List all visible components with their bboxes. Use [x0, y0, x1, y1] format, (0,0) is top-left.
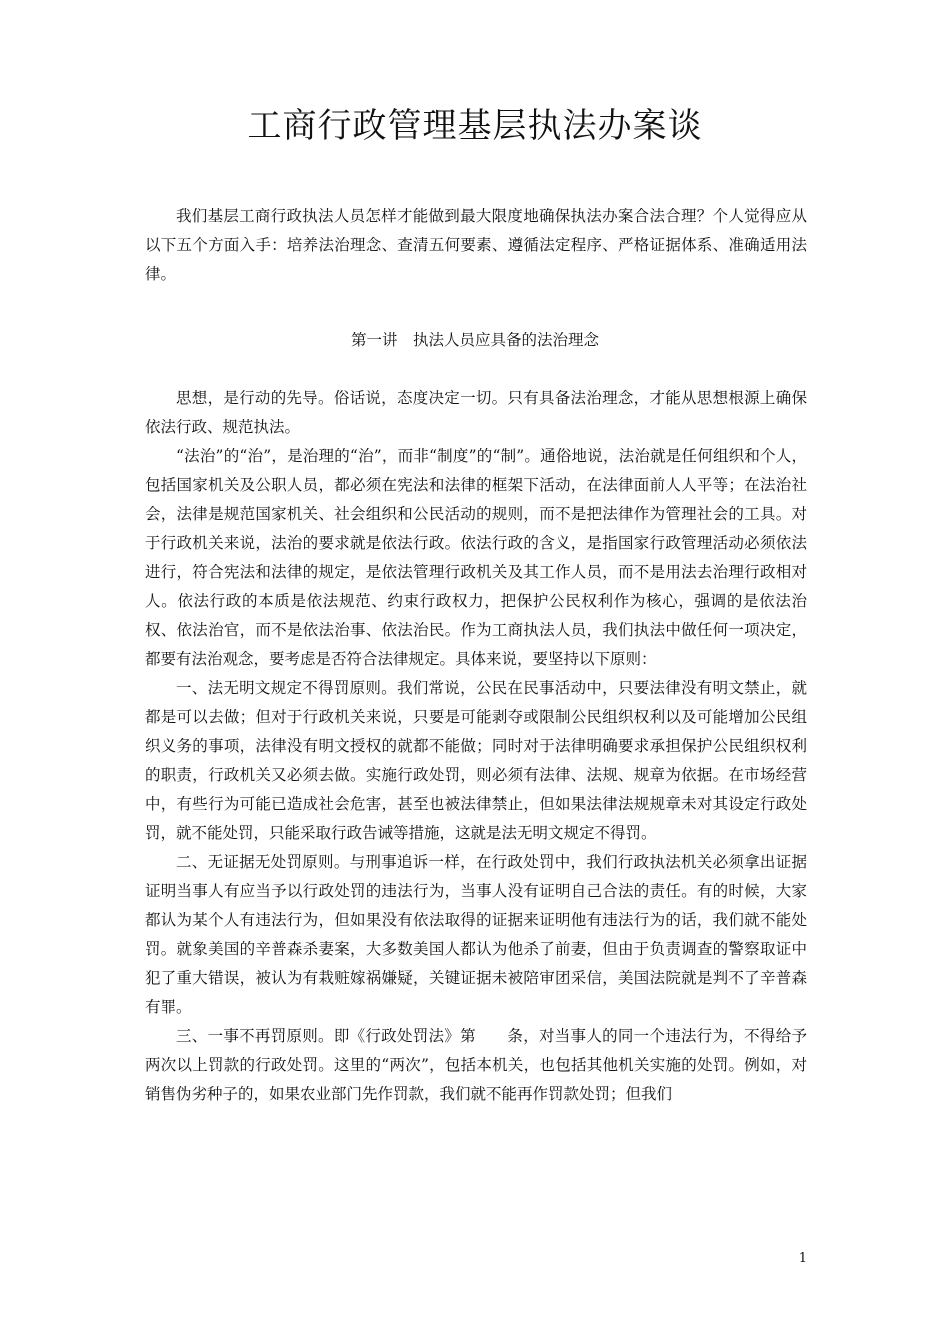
paragraph-principle-3: 三、一事不再罚原则。即《行政处罚法》第 条，对当事人的同一个违法行为，不得给予两次以上罚款的行政处罚。这里的“两次”，包括本机关，也包括其他机关实施的处罚。例如，对销售伪劣种子的，如果农业部门先作罚款，我们就不能再作罚款处罚；但我们	[145, 1027, 807, 1103]
paragraph-rule-of-law: “法治”的“治”，是治理的“治”，而非“制度”的“制”。通俗地说，法治就是任何组织和个人，包括国家机关及公职人员，都必须在宪法和法律的框架下活动，在法律面前人人平等；在法治社会，法律是规范国家机关、社会组织和公民活动的规则，而不是把法律作为管理社会的工具。对于行政机关来说，法治的要求就是依法行政。依法行政的含义，是指国家行政管理活动必须依法进行，符合宪法和法律的规定，是依法管理行政机关及其工作人员，而不是用法去治理行政相对人。依法行政的本质是依法规范、约束行政权力，把保护公民权利作为核心，强调的是依法治权、依法治官，而不是依法治事、依法治民。作为工商执法人员，我们执法中做任何一项决定，都要有法治观念，要考虑是否符合法律规定。具体来说，要坚持以下原则：	[145, 447, 807, 668]
page-number: 1	[798, 1251, 807, 1266]
intro-paragraph: 我们基层工商行政执法人员怎样才能做到最大限度地确保执法办案合法合理？个人觉得应从以下五个方面入手：培养法治理念、查清五何要素、遵循法定程序、严格证据体系、准确适用法律。	[145, 207, 807, 283]
document-title: 工商行政管理基层执法办案谈	[247, 106, 703, 146]
section-heading: 第一讲 执法人员应具备的法治理念	[350, 331, 599, 349]
body-section	[145, 384, 807, 1109]
paragraph-thought: 思想，是行动的先导。俗话说，态度决定一切。只有具备法治理念，才能从思想根源上确保依法行政、规范执法。	[145, 389, 807, 436]
intro-section	[145, 202, 807, 289]
paragraph-principle-1: 一、法无明文规定不得罚原则。我们常说，公民在民事活动中，只要法律没有明文禁止，就都是可以去做；但对于行政机关来说，只要是可能剥夺或限制公民组织权利以及可能增加公民组织义务的事项，法律没有明文授权的就都不能做；同时对于法律明确要求承担保护公民组织权利的职责，行政机关又必须去做。实施行政处罚，则必须有法律、法规、规章为依据。在市场经营中，有些行为可能已造成社会危害，甚至也被法律禁止，但如果法律法规规章未对其设定行政处罚，就不能处罚，只能采取行政告诫等措施，这就是法无明文规定不得罚。	[145, 679, 807, 842]
paragraph-principle-2: 二、无证据无处罚原则。与刑事追诉一样，在行政处罚中，我们行政执法机关必须拿出证据证明当事人有应当予以行政处罚的违法行为，当事人没有证明自己合法的责任。有的时候，大家都认为某个人有违法行为，但如果没有依法取得的证据来证明他有违法行为的话，我们就不能处罚。就象美国的辛普森杀妻案，大多数美国人都认为他杀了前妻，但由于负责调查的警察取证中犯了重大错误，被认为有栽赃嫁祸嫌疑，关键证据未被陪审团采信，美国法院就是判不了辛普森有罪。	[145, 853, 807, 1016]
